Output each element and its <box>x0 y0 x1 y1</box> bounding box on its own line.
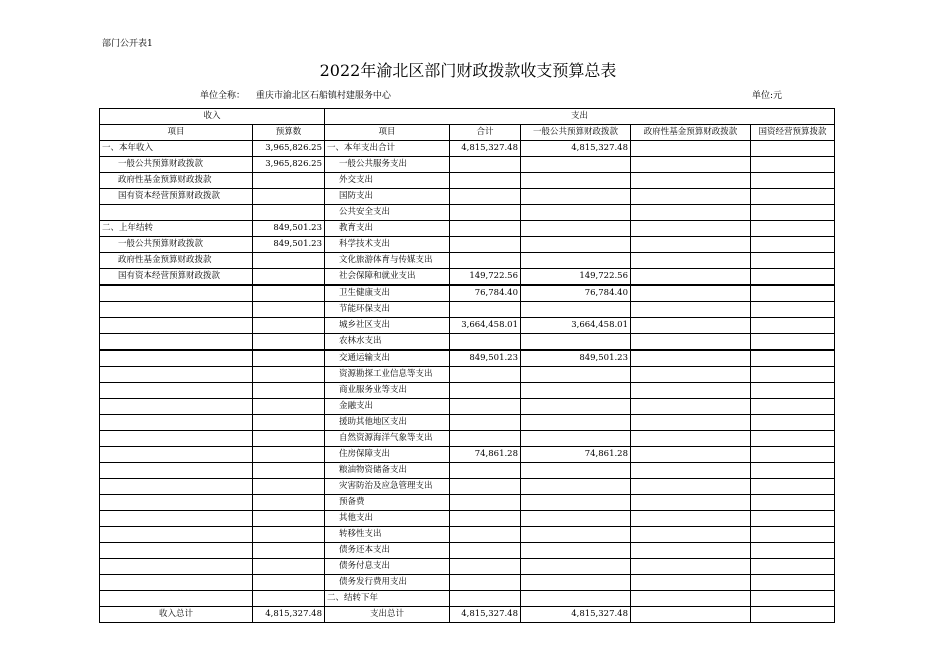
expense-general-cell <box>521 367 631 383</box>
gov-fund-cell <box>631 447 751 463</box>
gov-fund-cell <box>631 350 751 367</box>
income-value-cell <box>253 463 325 479</box>
gov-fund-cell <box>631 302 751 318</box>
income-item-cell <box>100 591 253 607</box>
expense-item-cell: 科学技术支出 <box>325 237 450 253</box>
income-item-cell: 政府性基金预算财政拨款 <box>100 173 253 189</box>
state-capital-cell <box>751 543 835 559</box>
table-row <box>100 479 835 495</box>
gov-fund-cell <box>631 559 751 575</box>
unit-name-label: 单位全称： <box>200 91 246 101</box>
income-item-cell: 政府性基金预算财政拨款 <box>100 253 253 269</box>
unit-name-line <box>200 88 391 101</box>
expense-total-value: 4,815,327.48 <box>450 607 521 623</box>
gov-fund-total-cell <box>631 607 751 623</box>
gov-fund-cell <box>631 318 751 334</box>
expense-total-cell <box>450 221 521 237</box>
state-capital-cell <box>751 253 835 269</box>
income-item-cell <box>100 350 253 367</box>
table-row <box>100 383 835 399</box>
income-value-cell <box>253 559 325 575</box>
gov-fund-cell <box>631 189 751 205</box>
expense-item-cell: 文化旅游体育与传媒支出 <box>325 253 450 269</box>
table-row <box>100 173 835 189</box>
income-item-cell: 一般公共预算财政拨款 <box>100 237 253 253</box>
income-item-cell: 二、上年结转 <box>100 221 253 237</box>
expense-item-cell: 交通运输支出 <box>325 350 450 367</box>
expense-item-cell: 卫生健康支出 <box>325 285 450 302</box>
income-item-cell <box>100 383 253 399</box>
table-row <box>100 205 835 221</box>
expense-general-cell: 849,501.23 <box>521 350 631 367</box>
table-row <box>100 511 835 527</box>
expense-total-cell <box>450 157 521 173</box>
table-row <box>100 431 835 447</box>
state-capital-cell <box>751 463 835 479</box>
expense-total-cell <box>450 367 521 383</box>
expense-item-cell: 一般公共服务支出 <box>325 157 450 173</box>
income-value-cell <box>253 479 325 495</box>
income-value-cell <box>253 447 325 463</box>
income-value-cell <box>253 205 325 221</box>
state-capital-cell <box>751 205 835 221</box>
gov-fund-cell <box>631 591 751 607</box>
gov-fund-cell <box>631 367 751 383</box>
income-value-cell <box>253 350 325 367</box>
income-item-cell: 一般公共预算财政拨款 <box>100 157 253 173</box>
state-capital-cell <box>751 285 835 302</box>
gov-fund-cell <box>631 415 751 431</box>
income-item-cell <box>100 527 253 543</box>
table-row <box>100 189 835 205</box>
gov-fund-cell <box>631 334 751 351</box>
income-item-header: 项目 <box>100 125 253 141</box>
expense-total-cell <box>450 253 521 269</box>
expense-total-cell <box>450 237 521 253</box>
income-value-cell <box>253 511 325 527</box>
income-value-cell: 3,965,826.25 <box>253 157 325 173</box>
income-value-cell: 3,965,826.25 <box>253 141 325 157</box>
expense-general-cell <box>521 383 631 399</box>
table-row <box>100 141 835 157</box>
expense-total-cell <box>450 495 521 511</box>
gov-fund-cell <box>631 285 751 302</box>
expense-general-cell <box>521 173 631 189</box>
state-capital-cell <box>751 221 835 237</box>
expense-item-cell: 二、结转下年 <box>325 591 450 607</box>
expense-general-cell <box>521 237 631 253</box>
expense-total-cell: 4,815,327.48 <box>450 141 521 157</box>
table-row <box>100 463 835 479</box>
expense-general-cell <box>521 189 631 205</box>
expense-total-cell: 849,501.23 <box>450 350 521 367</box>
expense-general-cell <box>521 431 631 447</box>
expense-total-cell <box>450 527 521 543</box>
gov-fund-cell <box>631 575 751 591</box>
expense-total-cell <box>450 575 521 591</box>
gov-fund-cell <box>631 173 751 189</box>
expense-total-cell <box>450 383 521 399</box>
income-value-cell <box>253 575 325 591</box>
table-row <box>100 253 835 269</box>
table-row <box>100 495 835 511</box>
state-capital-cell <box>751 447 835 463</box>
income-value-cell <box>253 189 325 205</box>
currency-unit: 单位:元 <box>752 91 783 101</box>
income-value-cell <box>253 415 325 431</box>
income-item-cell <box>100 302 253 318</box>
expense-general-cell <box>521 399 631 415</box>
gov-fund-cell <box>631 383 751 399</box>
state-capital-cell <box>751 383 835 399</box>
state-capital-cell <box>751 141 835 157</box>
income-item-cell: 国有资本经营预算财政拨款 <box>100 269 253 286</box>
gov-fund-cell <box>631 399 751 415</box>
income-item-cell <box>100 511 253 527</box>
income-value-cell <box>253 527 325 543</box>
income-total-label: 收入总计 <box>100 607 253 623</box>
income-value-cell <box>253 591 325 607</box>
income-item-cell <box>100 367 253 383</box>
state-capital-cell <box>751 415 835 431</box>
income-item-cell <box>100 543 253 559</box>
state-capital-cell <box>751 350 835 367</box>
expense-total-cell <box>450 189 521 205</box>
expense-item-cell: 粮油物资储备支出 <box>325 463 450 479</box>
state-capital-cell <box>751 302 835 318</box>
state-capital-cell <box>751 269 835 286</box>
expense-item-cell: 金融支出 <box>325 399 450 415</box>
expense-item-cell: 债务还本支出 <box>325 543 450 559</box>
income-budget-header: 预算数 <box>253 125 325 141</box>
income-value-cell <box>253 173 325 189</box>
table-row <box>100 302 835 318</box>
expense-total-cell: 149,722.56 <box>450 269 521 286</box>
expense-general-cell <box>521 543 631 559</box>
expense-item-cell: 城乡社区支出 <box>325 318 450 334</box>
state-capital-cell <box>751 559 835 575</box>
expense-general-cell <box>521 334 631 351</box>
expense-general-cell <box>521 479 631 495</box>
table-row <box>100 415 835 431</box>
expense-total-cell <box>450 399 521 415</box>
expense-general-cell: 3,664,458.01 <box>521 318 631 334</box>
expense-general-cell <box>521 591 631 607</box>
gov-fund-cell <box>631 253 751 269</box>
table-row <box>100 157 835 173</box>
expense-total-cell <box>450 591 521 607</box>
expense-item-cell: 转移性支出 <box>325 527 450 543</box>
expense-item-cell: 公共安全支出 <box>325 205 450 221</box>
income-value-cell <box>253 399 325 415</box>
expense-total-cell: 76,784.40 <box>450 285 521 302</box>
table-row <box>100 269 835 286</box>
income-value-cell: 849,501.23 <box>253 237 325 253</box>
expense-item-cell: 外交支出 <box>325 173 450 189</box>
expense-item-cell: 住房保障支出 <box>325 447 450 463</box>
income-item-cell <box>100 575 253 591</box>
expense-general-cell <box>521 527 631 543</box>
table-row <box>100 527 835 543</box>
income-item-cell <box>100 334 253 351</box>
income-value-cell: 849,501.23 <box>253 221 325 237</box>
income-value-cell <box>253 543 325 559</box>
expense-total-header: 合计 <box>450 125 521 141</box>
state-capital-cell <box>751 399 835 415</box>
unit-name-value: 重庆市渝北区石船镇村建服务中心 <box>255 91 391 101</box>
expense-general-cell <box>521 463 631 479</box>
income-item-cell <box>100 205 253 221</box>
table-row <box>100 559 835 575</box>
expense-general-cell <box>521 415 631 431</box>
expense-general-cell <box>521 575 631 591</box>
expense-total-cell <box>450 415 521 431</box>
income-value-cell <box>253 253 325 269</box>
gov-fund-cell <box>631 141 751 157</box>
state-capital-cell <box>751 318 835 334</box>
expense-total-cell <box>450 431 521 447</box>
expense-item-cell: 节能环保支出 <box>325 302 450 318</box>
income-item-cell <box>100 318 253 334</box>
income-item-cell <box>100 559 253 575</box>
expense-total-cell: 3,664,458.01 <box>450 318 521 334</box>
document-code: 部门公开表1 <box>102 39 153 49</box>
expense-item-cell: 债务发行费用支出 <box>325 575 450 591</box>
table-row <box>100 221 835 237</box>
expense-total-cell <box>450 463 521 479</box>
expense-general-cell <box>521 253 631 269</box>
budget-table <box>99 108 835 623</box>
state-capital-total-cell <box>751 607 835 623</box>
expense-item-cell: 商业服务业等支出 <box>325 383 450 399</box>
state-capital-cell <box>751 495 835 511</box>
gov-fund-cell <box>631 511 751 527</box>
expense-total-cell <box>450 543 521 559</box>
expense-general-cell <box>521 157 631 173</box>
table-row <box>100 367 835 383</box>
expense-total-cell <box>450 559 521 575</box>
table-row <box>100 447 835 463</box>
expense-item-header: 项目 <box>325 125 450 141</box>
expense-item-cell: 农林水支出 <box>325 334 450 351</box>
expense-item-cell: 社会保障和就业支出 <box>325 269 450 286</box>
expense-item-cell: 灾害防治及应急管理支出 <box>325 479 450 495</box>
expense-general-total-value: 4,815,327.48 <box>521 607 631 623</box>
gov-fund-cell <box>631 543 751 559</box>
expense-total-cell <box>450 479 521 495</box>
gov-fund-cell <box>631 463 751 479</box>
expense-item-cell: 一、本年支出合计 <box>325 141 450 157</box>
table-row <box>100 543 835 559</box>
expense-header: 支出 <box>325 109 835 125</box>
state-capital-cell <box>751 237 835 253</box>
expense-total-cell <box>450 302 521 318</box>
state-capital-cell <box>751 173 835 189</box>
income-value-cell <box>253 334 325 351</box>
income-item-cell: 国有资本经营预算财政拨款 <box>100 189 253 205</box>
state-capital-cell <box>751 479 835 495</box>
table-row <box>100 285 835 302</box>
income-item-cell: 一、本年收入 <box>100 141 253 157</box>
table-row <box>100 237 835 253</box>
gov-fund-header: 政府性基金预算财政拨款 <box>631 125 751 141</box>
income-item-cell <box>100 399 253 415</box>
table-row <box>100 350 835 367</box>
expense-general-cell: 4,815,327.48 <box>521 141 631 157</box>
state-capital-cell <box>751 334 835 351</box>
expense-general-cell <box>521 221 631 237</box>
income-item-cell <box>100 415 253 431</box>
state-capital-cell <box>751 367 835 383</box>
expense-total-cell: 74,861.28 <box>450 447 521 463</box>
expense-item-cell: 其他支出 <box>325 511 450 527</box>
gov-fund-cell <box>631 495 751 511</box>
expense-total-cell <box>450 511 521 527</box>
income-value-cell <box>253 302 325 318</box>
table-row <box>100 334 835 351</box>
expense-total-label: 支出总计 <box>325 607 450 623</box>
table-row <box>100 399 835 415</box>
expense-general-cell <box>521 495 631 511</box>
income-item-cell <box>100 431 253 447</box>
expense-item-cell: 教育支出 <box>325 221 450 237</box>
expense-general-cell <box>521 302 631 318</box>
gov-fund-cell <box>631 479 751 495</box>
expense-item-cell: 国防支出 <box>325 189 450 205</box>
state-capital-cell <box>751 431 835 447</box>
page-title: 2022年渝北区部门财政拨款收支预算总表 <box>319 61 617 80</box>
gov-fund-cell <box>631 237 751 253</box>
expense-item-cell: 援助其他地区支出 <box>325 415 450 431</box>
income-value-cell <box>253 285 325 302</box>
expense-item-cell: 预备费 <box>325 495 450 511</box>
expense-item-cell: 债务付息支出 <box>325 559 450 575</box>
income-header: 收入 <box>100 109 325 125</box>
gov-fund-cell <box>631 157 751 173</box>
income-value-cell <box>253 383 325 399</box>
gov-fund-cell <box>631 527 751 543</box>
income-item-cell <box>100 463 253 479</box>
income-value-cell <box>253 495 325 511</box>
expense-general-cell: 74,861.28 <box>521 447 631 463</box>
gov-fund-cell <box>631 205 751 221</box>
state-capital-cell <box>751 511 835 527</box>
expense-general-cell <box>521 559 631 575</box>
expense-general-cell: 149,722.56 <box>521 269 631 286</box>
expense-general-cell <box>521 511 631 527</box>
income-item-cell <box>100 479 253 495</box>
expense-item-cell: 自然资源海洋气象等支出 <box>325 431 450 447</box>
table-row <box>100 575 835 591</box>
state-capital-cell <box>751 591 835 607</box>
expense-item-cell: 资源勘探工业信息等支出 <box>325 367 450 383</box>
income-value-cell <box>253 367 325 383</box>
expense-total-cell <box>450 205 521 221</box>
gov-fund-cell <box>631 269 751 286</box>
general-budget-header: 一般公共预算财政拨款 <box>521 125 631 141</box>
income-value-cell <box>253 269 325 286</box>
table-row <box>100 318 835 334</box>
income-total-value: 4,815,327.48 <box>253 607 325 623</box>
expense-total-cell <box>450 173 521 189</box>
state-capital-cell <box>751 189 835 205</box>
income-item-cell <box>100 495 253 511</box>
gov-fund-cell <box>631 431 751 447</box>
income-value-cell <box>253 318 325 334</box>
expense-total-cell <box>450 334 521 351</box>
income-item-cell <box>100 447 253 463</box>
state-capital-cell <box>751 157 835 173</box>
income-value-cell <box>253 431 325 447</box>
income-item-cell <box>100 285 253 302</box>
state-capital-cell <box>751 575 835 591</box>
state-capital-cell <box>751 527 835 543</box>
gov-fund-cell <box>631 221 751 237</box>
expense-general-cell: 76,784.40 <box>521 285 631 302</box>
state-capital-header: 国资经营预算拨款 <box>751 125 835 141</box>
table-row <box>100 591 835 607</box>
expense-general-cell <box>521 205 631 221</box>
